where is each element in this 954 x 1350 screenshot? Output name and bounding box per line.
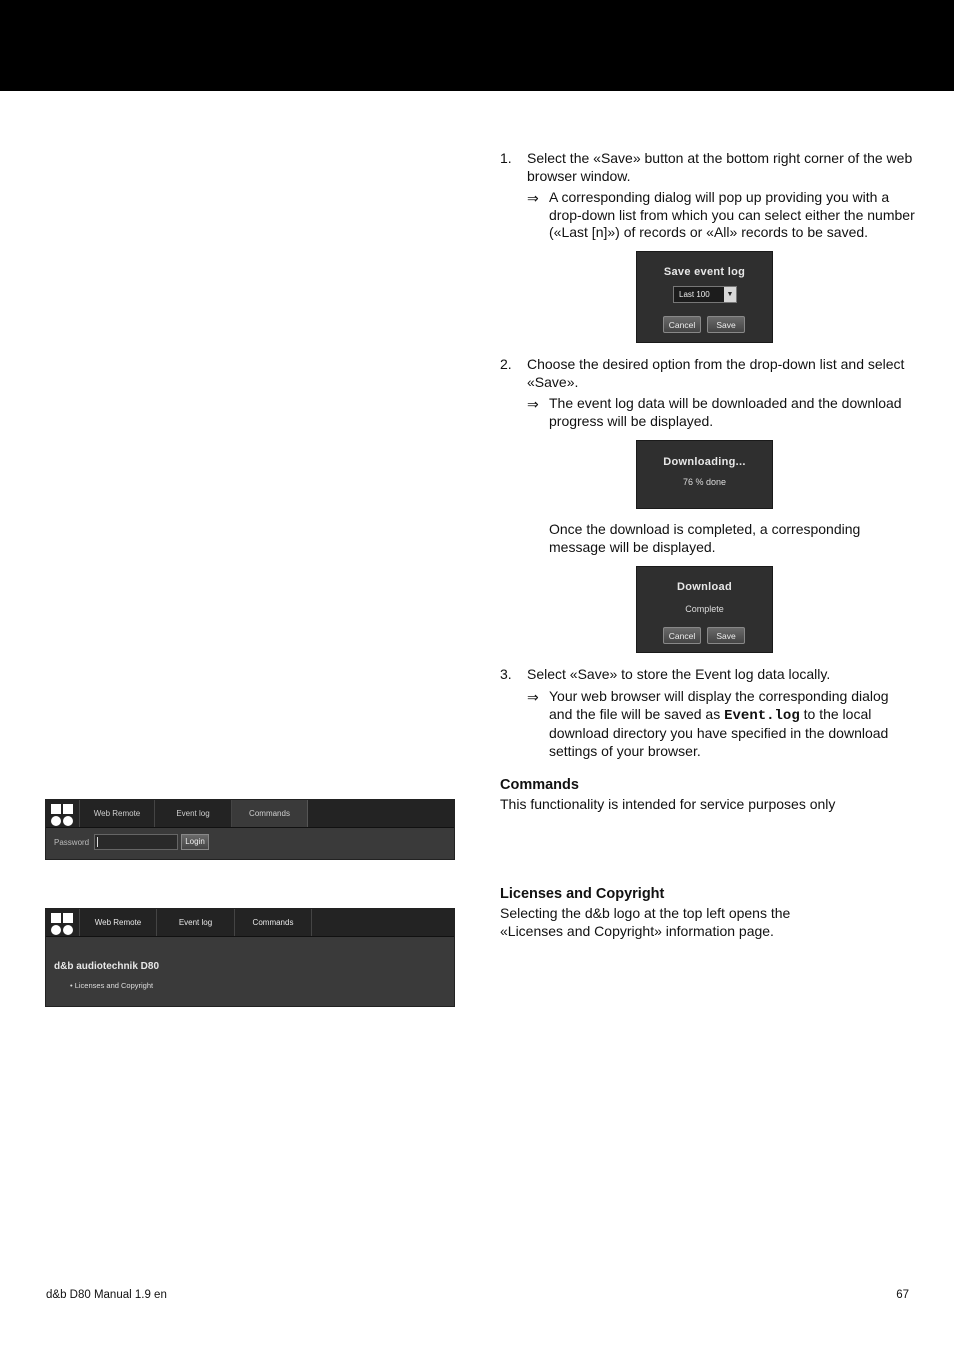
web-nav-bar — [46, 909, 454, 937]
cancel-button[interactable]: Cancel — [663, 316, 701, 333]
records-select[interactable] — [673, 286, 737, 303]
device-heading: d&b audiotechnik D80 — [54, 961, 160, 972]
password-label: Password — [54, 838, 90, 847]
step-text: Select the «Save» button at the bottom right corner of the web browser window. — [527, 150, 913, 184]
download-complete-dialog — [636, 566, 773, 653]
licenses-screenshot — [45, 908, 455, 1007]
tab-event-log[interactable]: Event log — [154, 800, 231, 827]
step-number: 3. — [500, 666, 512, 682]
tab-commands[interactable]: Commands — [231, 800, 308, 827]
page-number: 67 — [896, 1289, 909, 1301]
step-result: A corresponding dialog will pop up providing you with a drop-down list from which you can select either the number («Last [n]») of records or «All» records to be saved. — [549, 189, 915, 240]
step-result: The event log data will be downloaded and the download progress will be displayed. — [549, 395, 902, 429]
completion-note: Once the download is completed, a corresponding message will be displayed. — [549, 521, 861, 555]
licenses-text: Selecting the d&b logo at the top left opens the «Licenses and Copyright» information page. — [500, 905, 791, 939]
db-logo-icon[interactable] — [51, 804, 73, 826]
dialog-title: Download — [677, 581, 732, 593]
licenses-heading: Licenses and Copyright — [500, 886, 665, 902]
cancel-button[interactable]: Cancel — [663, 627, 701, 644]
result-arrow-icon: ⇒ — [527, 689, 539, 705]
step-text: Select «Save» to store the Event log data locally. — [527, 666, 831, 682]
tab-commands[interactable]: Commands — [234, 909, 312, 936]
dialog-title: Downloading... — [663, 456, 746, 468]
filename-code: Event.log — [724, 707, 800, 724]
commands-login-screenshot — [45, 799, 455, 860]
login-button[interactable]: Login — [181, 834, 209, 850]
text-cursor — [97, 837, 98, 847]
result-arrow-icon: ⇒ — [527, 396, 539, 412]
status-text: Complete — [685, 604, 724, 614]
result-arrow-icon: ⇒ — [527, 190, 539, 206]
tab-web-remote[interactable]: Web Remote — [79, 800, 154, 827]
web-nav-bar — [46, 800, 454, 828]
save-button[interactable]: Save — [707, 627, 745, 644]
save-event-log-dialog — [636, 251, 773, 343]
password-field[interactable] — [94, 834, 178, 850]
header-bar — [0, 0, 954, 91]
commands-heading: Commands — [500, 777, 579, 793]
tab-web-remote[interactable]: Web Remote — [79, 909, 156, 936]
licenses-link[interactable]: • Licenses and Copyright — [70, 981, 154, 990]
db-logo-icon[interactable] — [51, 913, 73, 935]
chevron-down-icon[interactable]: ▼ — [724, 287, 736, 302]
commands-text: This functionality is intended for service purposes only — [500, 796, 836, 812]
step-text: Choose the desired option from the drop-down list and select «Save». — [527, 356, 905, 390]
footer-manual-title: d&b D80 Manual 1.9 en — [46, 1289, 167, 1301]
step-number: 1. — [500, 150, 512, 166]
dialog-title: Save event log — [663, 266, 746, 278]
downloading-dialog — [636, 440, 773, 509]
bullet-icon: • — [70, 981, 75, 990]
step-result: Your web browser will display the corresponding dialog and the file will be saved as Event.log to the local download directory you have specified in the download settings of your browser. — [549, 688, 889, 759]
step-number: 2. — [500, 356, 512, 372]
tab-event-log[interactable]: Event log — [156, 909, 234, 936]
progress-text: 76 % done — [682, 477, 727, 487]
save-button[interactable]: Save — [707, 316, 745, 333]
select-value: Last 100 — [679, 290, 710, 299]
